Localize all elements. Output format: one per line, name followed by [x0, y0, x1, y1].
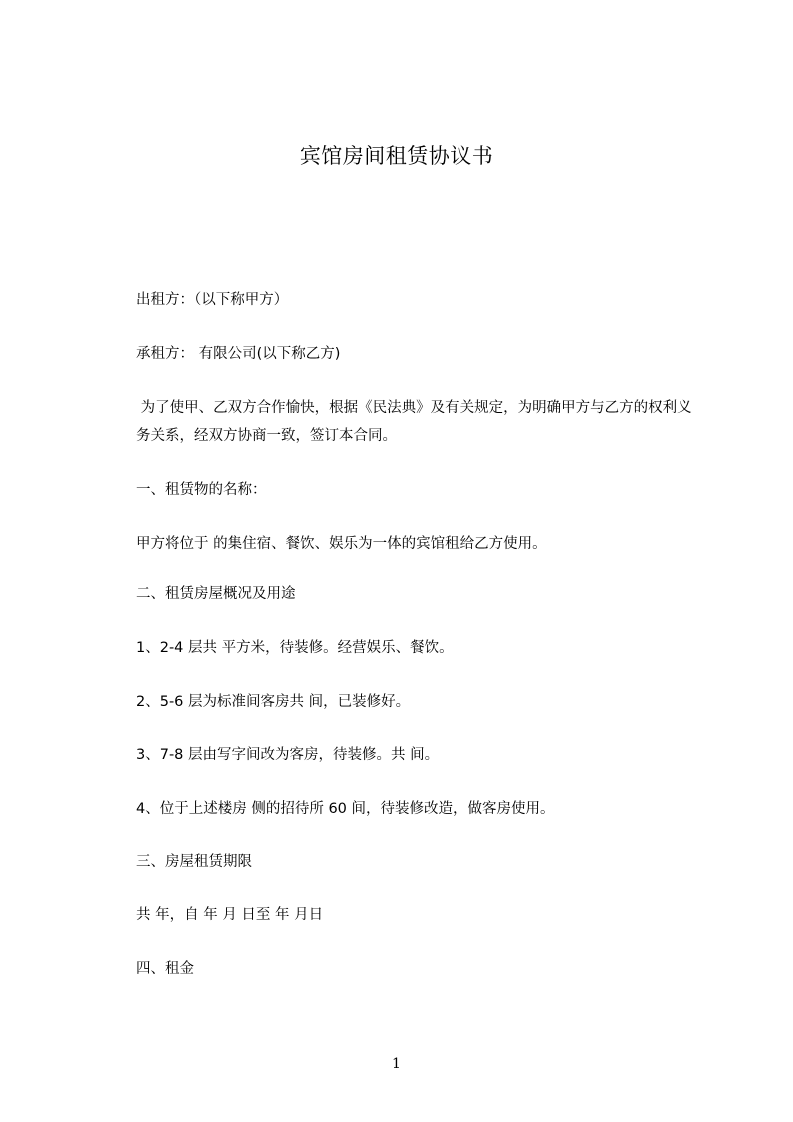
preamble-paragraph: 为了使甲、乙双方合作愉快，根据《民法典》及有关规定，为明确甲方与乙方的权利义务关系，经双方协商一致，签订本合同。 — [136, 400, 692, 444]
section-heading-leased-property: 一、租赁物的名称： — [136, 482, 267, 498]
lessee-line: 承租方： 有限公司(以下称乙方) — [136, 346, 341, 362]
overview-item-4: 4、位于上述楼房 侧的招待所 60 间，待装修改造，做客房使用。 — [136, 801, 555, 817]
section-heading-property-overview: 二、租赁房屋概况及用途 — [136, 586, 296, 602]
leased-property-paragraph: 甲方将位于 的集住宿、餐饮、娱乐为一体的宾馆租给乙方使用。 — [136, 536, 547, 552]
overview-item-3: 3、7-8 层由写字间改为客房，待装修。共 间。 — [136, 747, 440, 763]
document-title: 宾馆房间租赁协议书 — [299, 144, 494, 168]
lessor-line: 出租方：（以下称甲方） — [136, 292, 289, 308]
overview-item-2: 2、5-6 层为标准间客房共 间，已装修好。 — [136, 694, 411, 710]
page-number: 1 — [392, 1056, 401, 1072]
section-heading-rent: 四、租金 — [136, 961, 194, 977]
overview-item-1: 1、2-4 层共 平方米，待装修。经营娱乐、餐饮。 — [136, 640, 454, 656]
section-heading-lease-term: 三、房屋租赁期限 — [136, 854, 252, 870]
lease-term-paragraph: 共 年，自 年 月 日至 年 月日 — [136, 907, 324, 923]
